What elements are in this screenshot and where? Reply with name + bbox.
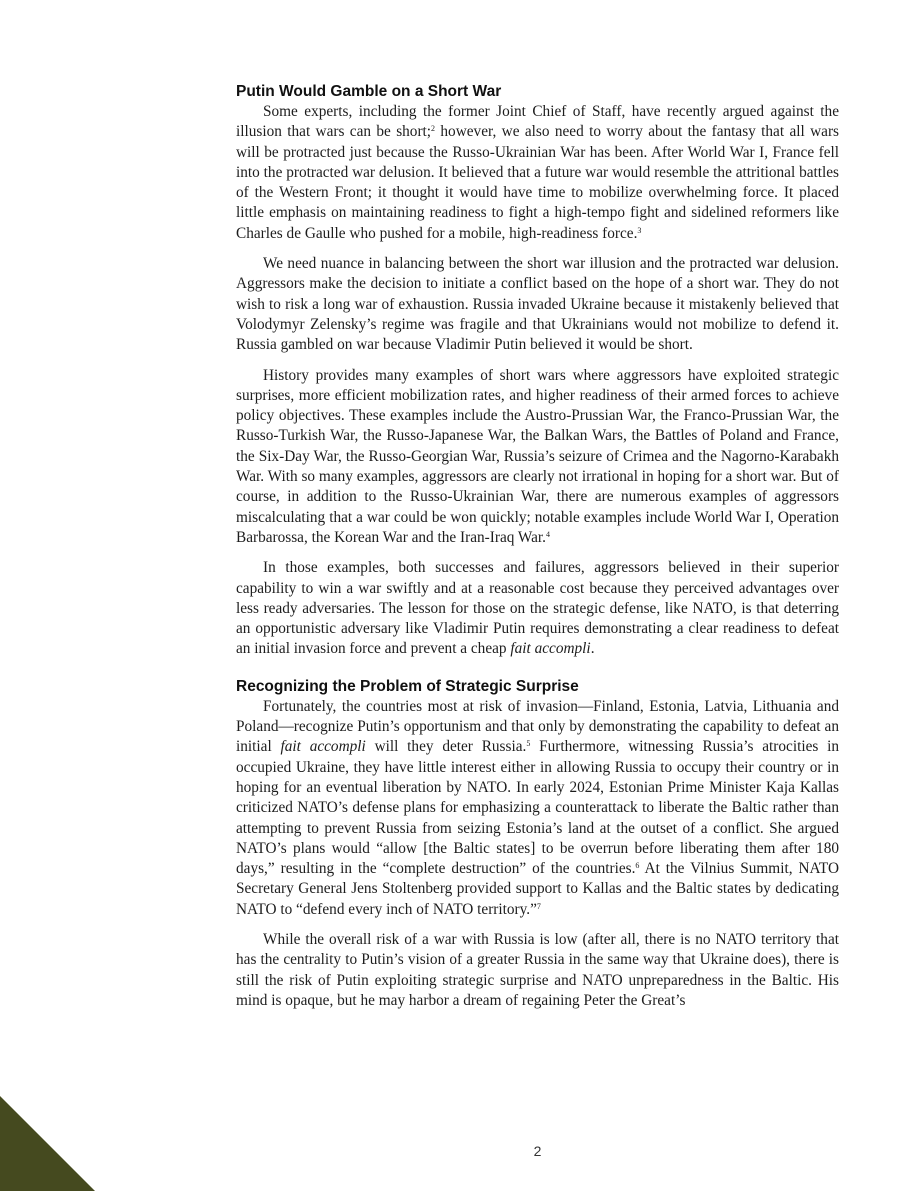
footnote-ref: 2 [431, 124, 436, 134]
paragraph-text: will they deter Russia. [365, 738, 527, 756]
paragraph [236, 697, 839, 920]
paragraph [236, 366, 839, 549]
footnote-ref: 7 [536, 901, 541, 911]
section-heading-short-war: Putin Would Gamble on a Short War [236, 83, 502, 100]
paragraph-text: Fortunately, the countries most at risk of invasion—Finland, Estonia, Latvia, Lithuania and Poland—recognize Putin’s opportunism and that only by demonstrating the capability to defeat an initial [236, 697, 839, 756]
section-heading-strategic-surprise: Recognizing the Problem of Strategic Surprise [236, 677, 579, 695]
footnote-ref: 4 [546, 529, 551, 539]
italic-term: fait accompli [510, 640, 591, 658]
footnote-ref: 3 [637, 225, 642, 235]
paragraph [236, 558, 839, 659]
footnote-ref: 6 [635, 861, 640, 871]
paragraph: While the overall risk of a war with Russia is low (after all, there is no NATO territory that has the centrality to Putin’s vision of a greater Russia in the same way that Ukraine does), there is still the risk of Putin exploiting strategic surprise and NATO unpreparedness in the Baltic. His mind is opaque, but he may harbor a dream of regaining Peter the Great’s [236, 930, 839, 1009]
paragraph-text: History provides many examples of short wars where aggressors have exploited strategic surprises, more efficient mobilization rates, and higher readiness of their armed forces to achieve policy objectives. These examples include the Austro-Prussian War, the Franco-Prussian War, the Russo-Turkish War, the Russo-Japanese War, the Balkan Wars, the Battles of Poland and France, the Six-Day War, the Russo-Georgian War, Russia’s seizure of Crimea and the Nagorno-Karabakh War. With so many examples, aggressors are clearly not irrational in hoping for a short war. But of course, in addition to the Russo-Ukrainian War, there are numerous examples of aggressors miscalculating that a war could be won quickly; notable examples include World War I, Operation Barbarossa, the Korean War and the Iran-Iraq War. [236, 366, 839, 546]
paragraph-text: however, we also need to worry about the fantasy that all wars will be protracted just because the Russo-Ukrainian War has been. After World War I, France fell into the protracted war delusion. It believed that a future war would resemble the attritional battles of the Western Front; it thought it would have time to mobilize overwhelming force. It placed little emphasis on maintaining readiness to fight a high-tempo fight and sidelined reformers like Charles de Gaulle who pushed for a mobile, high-readiness force. [236, 123, 839, 242]
paragraph: We need nuance in balancing between the short war illusion and the protracted war delusion. Aggressors make the decision to initiate a conflict based on the hope of a short war. They do not wish to risk a long war of exhaustion. Russia invaded Ukraine because it mistakenly believed that Volodymyr Zelensky’s regime was fragile and that Ukrainians would not mobilize to defend it. Russia gambled on war because Vladimir Putin believed it would be short. [236, 255, 839, 354]
paragraph-text: Furthermore, witnessing Russia’s atrocities in occupied Ukraine, they have little interest either in allowing Russia to occupy their country or in hoping for an eventual liberation by NATO. In early 2024, Estonian Prime Minister Kaja Kallas criticized NATO’s defense plans for emphasizing a counterattack to liberate the Baltic rather than attempting to prevent Russia from seizing Estonia’s land at the outset of a conflict. She argued NATO’s plans would “allow [the Baltic states] to be overrun before liberating them after 180 days,” resulting in the “complete destruction” of the countries. [236, 738, 840, 878]
paragraph-text: Some experts, including the former Joint Chief of Staff, have recently argued against the illusion that wars can be short; [236, 103, 839, 141]
article-body [236, 82, 839, 1021]
paragraph-text: . [590, 640, 595, 658]
paragraph-text: In those examples, both successes and failures, aggressors believed in their superior capability to win a war swiftly and at a reasonable cost because they perceived advantages over less ready adversaries. The lesson for those on the strategic defense, like NATO, is that deterring an opportunistic adversary like Vladimir Putin requires demonstrating a clear readiness to defeat an initial invasion force and prevent a cheap [236, 559, 839, 658]
paragraph-text: At the Vilnius Summit, NATO Secretary General Jens Stoltenberg provided support to Kallas and the Baltic states by dedicating NATO to “defend every inch of NATO territory.” [236, 860, 839, 918]
corner-accent-triangle [0, 1096, 95, 1191]
paragraph [236, 102, 839, 244]
page-number: 2 [533, 1143, 542, 1159]
italic-term: fait accompli [280, 738, 366, 756]
footnote-ref: 5 [526, 739, 531, 749]
corner-accent-shape [0, 1096, 95, 1191]
